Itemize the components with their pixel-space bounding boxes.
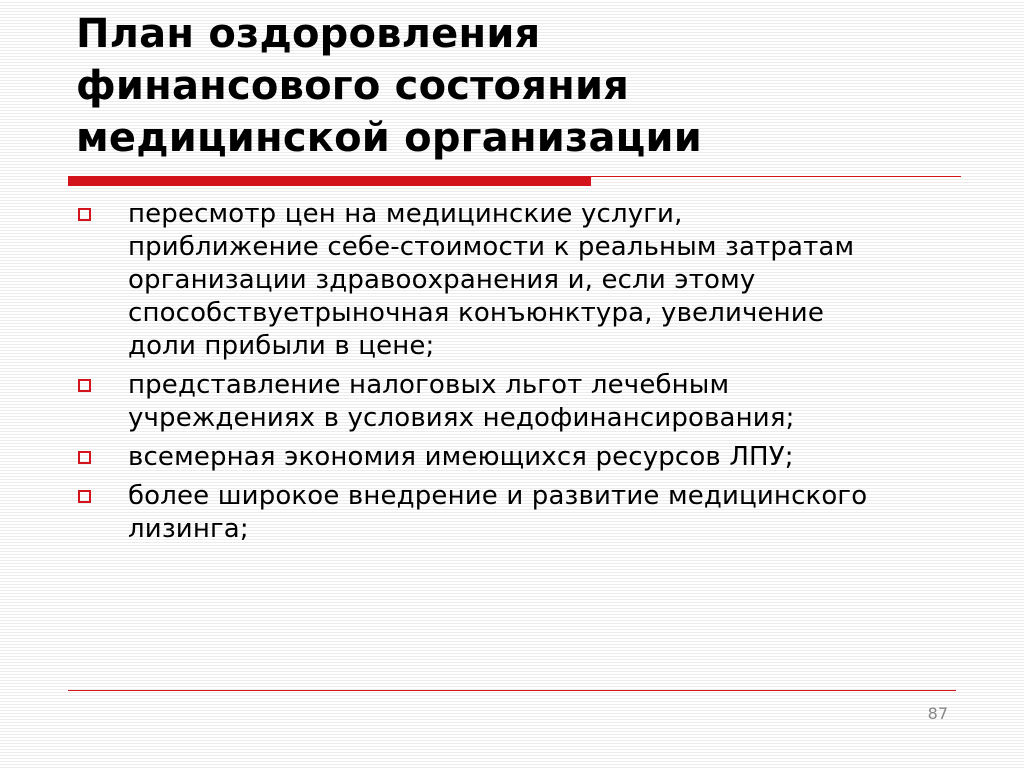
- hollow-square-bullet-icon: [78, 451, 91, 464]
- bullet-item: [76, 369, 976, 435]
- slide-title-line: медицинской организации: [76, 115, 702, 161]
- slide-title-line: финансового состояния: [76, 63, 630, 109]
- hollow-square-bullet-icon: [78, 490, 91, 503]
- bullet-text-line: всемерная экономия имеющихся ресурсов ЛПУ;: [128, 442, 794, 472]
- bullet-text-line: более широкое внедрение и развитие медицинского: [128, 481, 868, 511]
- slide-title-line: План оздоровления: [76, 11, 541, 57]
- page-number: 87: [927, 704, 948, 723]
- footer-rule: [68, 690, 956, 691]
- bullet-list: [76, 198, 976, 552]
- bullet-item: [76, 441, 976, 474]
- hollow-square-bullet-icon: [78, 208, 91, 221]
- hollow-square-bullet-icon: [78, 379, 91, 392]
- bullet-item: [76, 480, 976, 546]
- bullet-item: [76, 198, 976, 363]
- bullet-text-line: доли прибыли в цене;: [128, 331, 435, 361]
- title-underline-thick: [68, 176, 591, 186]
- bullet-text-line: приближение себе-стоимости к реальным затратам: [128, 232, 855, 262]
- bullet-text-line: представление налоговых льгот лечебным: [128, 370, 730, 400]
- bullet-text-line: лизинга;: [128, 514, 249, 544]
- bullet-text-line: организации здравоохранения и, если этому: [128, 265, 756, 295]
- bullet-text-line: способствуетрыночная конъюнктура, увеличение: [128, 298, 825, 328]
- bullet-text-line: пересмотр цен на медицинские услуги,: [128, 199, 683, 229]
- bullet-text-line: учреждениях в условиях недофинансирования;: [128, 403, 795, 433]
- slide-title: [76, 8, 976, 164]
- title-underline-thin: [591, 176, 961, 177]
